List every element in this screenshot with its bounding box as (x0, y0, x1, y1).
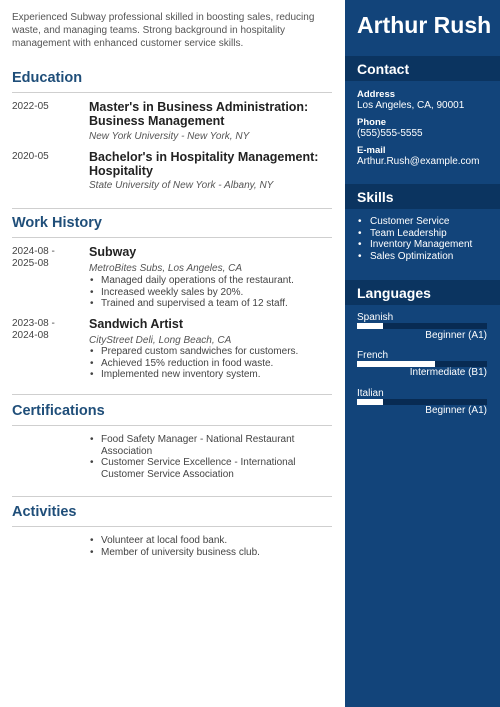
divider (12, 496, 332, 497)
education-date: 2020-05 (12, 151, 49, 162)
work-date-end: 2024-08 (12, 330, 49, 341)
work-role: Sandwich Artist (89, 317, 183, 331)
list-item: • Volunteer at local food bank. (89, 535, 329, 547)
address-label: Address (357, 89, 396, 100)
list-item: • Achieved 15% reduction in food waste. (89, 358, 329, 370)
language-name: Italian (357, 388, 384, 399)
certifications-list (89, 434, 329, 480)
language-proficiency-fill (357, 399, 383, 405)
work-date-end: 2025-08 (12, 258, 49, 269)
education-heading: Education (12, 70, 83, 86)
list-item: • Customer Service Excellence - International Customer Service Association (89, 457, 329, 480)
contact-header (345, 56, 500, 81)
languages-heading: Languages (357, 285, 431, 301)
skills-heading: Skills (357, 189, 394, 205)
phone-label: Phone (357, 117, 387, 128)
education-date: 2022-05 (12, 101, 49, 112)
divider (12, 237, 332, 238)
divider (12, 425, 332, 426)
divider (12, 92, 332, 93)
activities-list (89, 535, 329, 558)
work-bullets (89, 275, 329, 310)
list-item: • Member of university business club. (89, 547, 329, 559)
certifications-heading: Certifications (12, 403, 105, 419)
contact-heading: Contact (357, 61, 410, 77)
work-date-start: 2023-08 - (12, 318, 55, 329)
work-history-heading: Work History (12, 215, 102, 231)
email-value: Arthur.Rush@example.com (357, 156, 480, 167)
list-item: • Trained and supervised a team of 12 staff. (89, 298, 329, 310)
divider (12, 526, 332, 527)
education-school: State University of New York - Albany, NY (89, 180, 274, 191)
skills-header (345, 184, 500, 209)
work-date-start: 2024-08 - (12, 246, 55, 257)
divider (12, 208, 332, 209)
email-label: E-mail (357, 145, 386, 156)
language-name: Spanish (357, 312, 394, 323)
education-degree: Master's in Business Administration: Business Management (89, 100, 309, 128)
phone-value: (555)555-5555 (357, 128, 423, 139)
list-item: • Inventory Management (357, 239, 472, 251)
work-company: MetroBites Subs, Los Angeles, CA (89, 263, 243, 274)
language-level: Intermediate (B1) (409, 367, 487, 378)
list-item: • Customer Service (357, 216, 472, 228)
work-role: Subway (89, 245, 137, 259)
languages-header (345, 280, 500, 305)
language-level: Beginner (A1) (425, 330, 487, 341)
list-item: • Implemented new inventory system. (89, 369, 329, 381)
skills-list (357, 216, 472, 262)
work-company: CityStreet Deli, Long Beach, CA (89, 335, 232, 346)
list-item: • Increased weekly sales by 20%. (89, 287, 329, 299)
language-name: French (357, 350, 389, 361)
list-item: • Sales Optimization (357, 251, 472, 263)
language-proficiency-fill (357, 323, 383, 329)
sidebar (345, 0, 500, 707)
summary-text: Experienced Subway professional skilled in boosting sales, reducing waste, and managing teams. Strong background in hospitality management with enhanced customer service skills. (12, 12, 315, 49)
activities-heading: Activities (12, 504, 77, 520)
language-proficiency-bar (357, 323, 487, 329)
candidate-name: Arthur Rush (357, 12, 492, 38)
list-item: • Food Safety Manager - National Restaurant Association (89, 434, 329, 457)
divider (12, 394, 332, 395)
education-degree: Bachelor's in Hospitality Management: Hospitality (89, 150, 319, 178)
work-bullets (89, 346, 329, 381)
address-value: Los Angeles, CA, 90001 (357, 100, 465, 111)
education-school: New York University - New York, NY (89, 131, 250, 142)
list-item: • Prepared custom sandwiches for customers. (89, 346, 329, 358)
language-level: Beginner (A1) (425, 405, 487, 416)
list-item: • Managed daily operations of the restaurant. (89, 275, 329, 287)
list-item: • Team Leadership (357, 228, 472, 240)
